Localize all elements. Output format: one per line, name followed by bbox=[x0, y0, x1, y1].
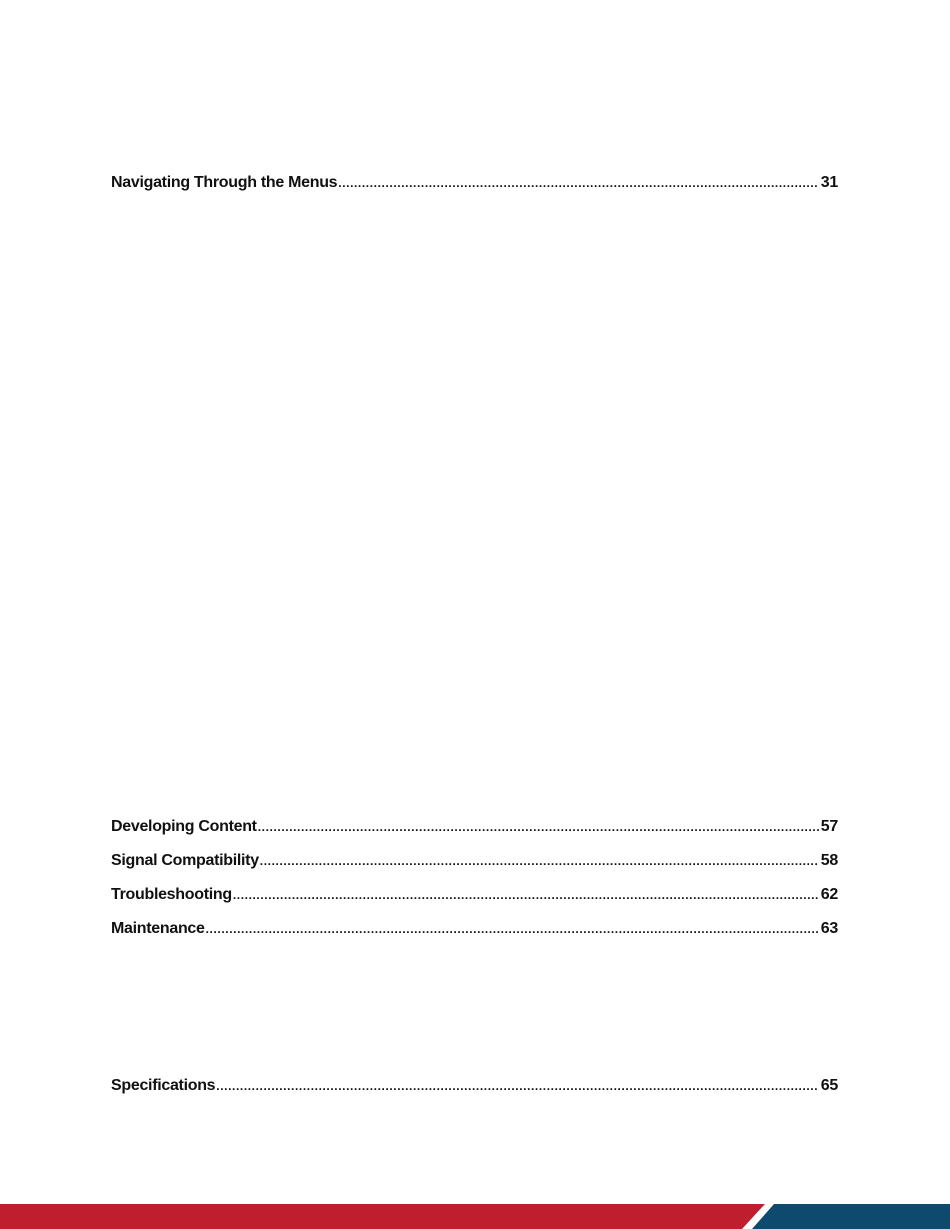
toc-entry-title: Troubleshooting bbox=[111, 886, 232, 903]
toc-entry-page: 58 bbox=[820, 852, 838, 869]
toc-entry-title: Navigating Through the Menus bbox=[111, 174, 338, 191]
toc-entry-specifications[interactable] bbox=[111, 1077, 838, 1099]
toc-entry-title: Specifications bbox=[111, 1077, 216, 1094]
toc-entry-title: Maintenance bbox=[111, 920, 205, 937]
toc-entry-page: 57 bbox=[820, 818, 838, 835]
toc-entry-page: 62 bbox=[820, 886, 838, 903]
toc-entry-title: Developing Content bbox=[111, 818, 257, 835]
toc-entry-page: 65 bbox=[820, 1077, 838, 1094]
dot-leader bbox=[338, 176, 819, 190]
toc-entry-navigating-menus[interactable] bbox=[111, 174, 838, 196]
dot-leader bbox=[206, 922, 819, 936]
dot-leader bbox=[258, 820, 819, 834]
toc-entry-page: 63 bbox=[820, 920, 838, 937]
toc-entry-signal-compatibility[interactable] bbox=[111, 852, 838, 874]
toc-entry-page: 31 bbox=[820, 174, 838, 191]
dot-leader bbox=[260, 854, 819, 868]
toc-entry-title: Signal Compatibility bbox=[111, 852, 259, 869]
dot-leader bbox=[216, 1079, 819, 1093]
footer-band bbox=[0, 1204, 950, 1229]
toc-entry-developing-content[interactable] bbox=[111, 818, 838, 840]
toc-entry-maintenance[interactable] bbox=[111, 920, 838, 942]
dot-leader bbox=[233, 888, 819, 902]
toc-entry-troubleshooting[interactable] bbox=[111, 886, 838, 908]
